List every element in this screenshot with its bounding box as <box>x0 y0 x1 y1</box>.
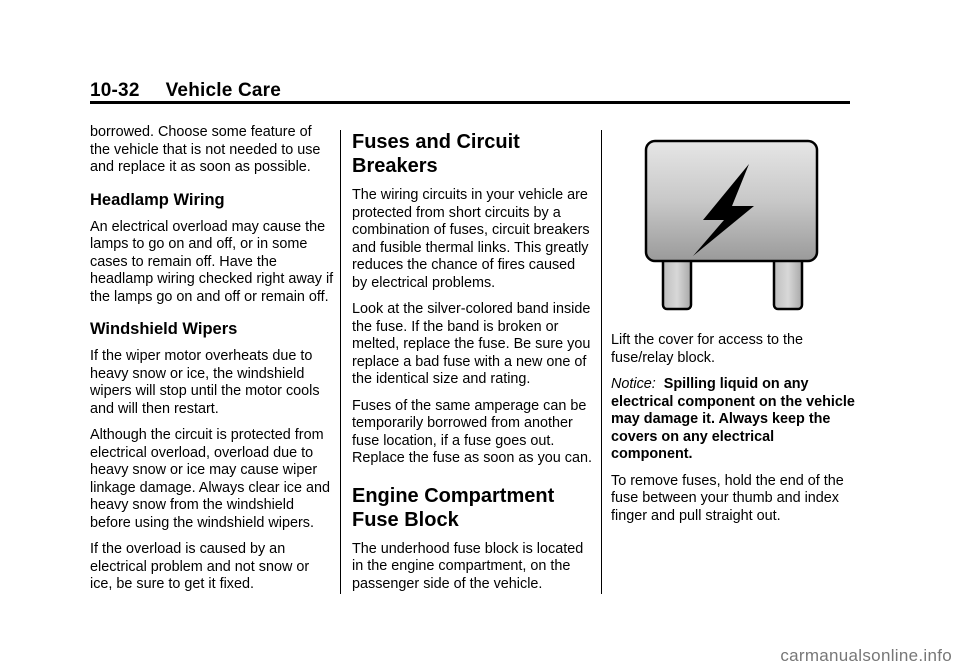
column-divider-1 <box>340 130 341 594</box>
paragraph-fuses-1: The wiring circuits in your vehicle are protected from short circuits by a combination of fuses, circuit breakers and fusible thermal links. This greatly reduces the chance of fires caused by electrical problems. <box>352 187 590 291</box>
paragraph-wipers-3: If the overload is caused by an electrical problem and not snow or ice, be sure to get it fixed. <box>90 541 310 592</box>
header-rule <box>90 101 850 104</box>
paragraph-lift-cover: Lift the cover for access to the fuse/relay block. <box>611 332 803 366</box>
column-divider-2 <box>601 130 602 594</box>
column-3 <box>611 124 856 534</box>
heading-engine-fuse-block: Engine Compartment Fuse Block <box>352 484 555 531</box>
paragraph-fuses-3: Fuses of the same amperage can be temporarily borrowed from another fuse location, if a fuse goes out. Replace the fuse as soon as you can. <box>352 397 592 466</box>
paragraph-headlamp: An electrical overload may cause the lamps to go on and off, or in some cases to remain off. Have the headlamp wiring checked right away if the lamps go on and off or remain off. <box>90 218 334 305</box>
heading-windshield-wipers: Windshield Wipers <box>90 320 238 338</box>
column-2 <box>352 124 592 602</box>
paragraph-continued: borrowed. Choose some feature of the vehicle that is not needed to use and replace it as soon as possible. <box>90 124 321 175</box>
paragraph-wipers-1: If the wiper motor overheats due to heavy snow or ice, the windshield wipers will stop until the motor cools and will then restart. <box>90 348 320 417</box>
notice-label: Notice: <box>611 376 656 392</box>
notice <box>611 376 856 464</box>
fuse-diagram <box>611 124 856 324</box>
notice-text: Spilling liquid on any electrical component on the vehicle may damage it. Always keep the covers on any electrical component. <box>611 376 855 462</box>
paragraph-fuses-2: Look at the silver-colored band inside the fuse. If the band is broken or melted, replace the fuse. Be sure you replace a bad fuse with a new one of the identical size and rating. <box>352 301 591 387</box>
column-1 <box>90 124 335 603</box>
paragraph-engine: The underhood fuse block is located in the engine compartment, on the passenger side of the vehicle. <box>352 540 584 592</box>
heading-headlamp-wiring: Headlamp Wiring <box>90 190 225 209</box>
heading-fuses-circuit-breakers: Fuses and Circuit Breakers <box>352 131 520 177</box>
section-title: Vehicle Care <box>165 80 282 101</box>
paragraph-wipers-2: Although the circuit is protected from electrical overload, overload due to heavy snow or ice may cause wiper linkage damage. Always clear ice and heavy snow from the windshield before using the windshield wipers. <box>90 427 330 531</box>
page-number: 10-32 <box>90 80 140 101</box>
paragraph-remove-fuses: To remove fuses, hold the end of the fuse between your thumb and index finger and pull straight out. <box>611 472 844 524</box>
watermark: carmanualsonline.info <box>780 646 952 665</box>
fuse-illustration <box>611 124 856 324</box>
page-header <box>90 80 281 102</box>
